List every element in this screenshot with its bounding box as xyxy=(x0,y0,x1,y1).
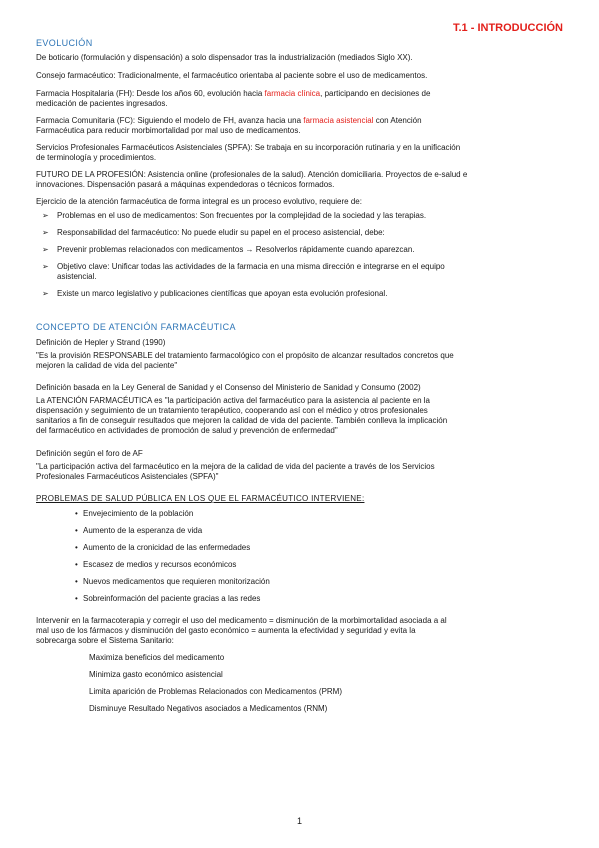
arrow-bullet-icon: ➢ xyxy=(42,262,49,271)
bullet-icon: • xyxy=(75,526,78,535)
list-item: Prevenir problemas relacionados con medicamentos → Resolverlos rápidamente cuando aparezcan. xyxy=(57,245,415,254)
definition-text: "Es la provisión RESPONSABLE del tratamiento farmacológico con el propósito de alcanzar resultados concretos que xyxy=(36,351,454,360)
paragraph: Intervenir en la farmacoterapia y corregir el uso del medicamento = disminución de la morbimortalidad asociada a al xyxy=(36,616,447,625)
definition-text: La ATENCIÓN FARMACÉUTICA es "la participación activa del farmacéutico para la asistencia al paciente en la xyxy=(36,396,430,405)
paragraph-cont: innovaciones. Dispensación pasará a máquinas expendedoras o técnicos formados. xyxy=(36,180,335,189)
paragraph xyxy=(36,89,430,99)
section-heading-evolucion: EVOLUCIÓN xyxy=(36,38,93,48)
goal-item: Maximiza beneficios del medicamento xyxy=(89,653,225,662)
list-item: Nuevos medicamentos que requieren monitorización xyxy=(83,577,270,586)
list-item-cont: asistencial. xyxy=(57,272,97,281)
goal-item: Minimiza gasto económico asistencial xyxy=(89,670,223,679)
list-item: Escasez de medios y recursos económicos xyxy=(83,560,237,569)
highlight-text: farmacia clínica xyxy=(264,89,321,98)
list-item: Aumento de la esperanza de vida xyxy=(83,526,203,535)
bullet-icon: • xyxy=(75,543,78,552)
paragraph: Ejercicio de la atención farmacéutica de forma integral es un proceso evolutivo, requiere de: xyxy=(36,197,362,206)
definition-text: "La participación activa del farmacéutico en la mejora de la calidad de vida del paciente a través de los Servicios xyxy=(36,462,435,471)
arrow-bullet-icon: ➢ xyxy=(42,228,49,237)
list-item: Problemas en el uso de medicamentos: Son frecuentes por la complejidad de la sociedad y las terapias. xyxy=(57,211,427,220)
bullet-icon: • xyxy=(75,509,78,518)
paragraph-cont: sobrecarga sobre el Sistema Sanitario: xyxy=(36,636,174,645)
highlight-text: farmacia asistencial xyxy=(303,116,374,125)
page-header-title: T.1 - INTRODUCCIÓN xyxy=(453,22,563,34)
bullet-icon: • xyxy=(75,594,78,603)
definition-text-cont: mejoren la calidad de vida del paciente" xyxy=(36,361,178,370)
definition-title: Definición basada en la Ley General de Sanidad y el Consenso del Ministerio de Sanidad y Consumo (2002) xyxy=(36,383,421,392)
bullet-icon: • xyxy=(75,560,78,569)
arrow-bullet-icon: ➢ xyxy=(42,289,49,298)
text: Farmacia Hospitalaria (FH): Desde los años 60, evolución hacia xyxy=(36,89,265,98)
paragraph: Servicios Profesionales Farmacéuticos Asistenciales (SPFA): Se trabaja en su incorporación rutinaria y en la unificación xyxy=(36,143,461,152)
paragraph: De boticario (formulación y dispensación) a solo dispensador tras la industrialización (mediados Siglo XX). xyxy=(36,53,413,62)
list-item: Existe un marco legislativo y publicaciones científicas que apoyan esta evolución profesional. xyxy=(57,289,388,298)
list-item: Sobreinformación del paciente gracias a las redes xyxy=(83,594,261,603)
text: Farmacia Comunitaria (FC): Siguiendo el modelo de FH, avanza hacia una xyxy=(36,116,304,125)
arrow-bullet-icon: ➢ xyxy=(42,245,49,254)
definition-text-cont: sanitarios a fin de conseguir resultados que mejoren la calidad de vida del paciente. También conlleva la implicación xyxy=(36,416,448,425)
definition-title: Definición de Hepler y Strand (1990) xyxy=(36,338,166,347)
paragraph-cont: Farmacéutica para reducir morbimortalidad por mal uso de medicamentos. xyxy=(36,126,301,135)
definition-text-cont: Profesionales Farmacéuticos Asistenciales (SPFA)" xyxy=(36,472,219,481)
text: , participando en decisiones de xyxy=(320,89,431,98)
text: con Atención xyxy=(373,116,422,125)
paragraph-cont: de terminología y procedimientos. xyxy=(36,153,157,162)
bullet-icon: • xyxy=(75,577,78,586)
definition-text-cont: del farmacéutico en actividades de promoción de salud y prevención de enfermedad" xyxy=(36,426,338,435)
arrow-bullet-icon: ➢ xyxy=(42,211,49,220)
definition-text-cont: dispensación y seguimiento de un tratamiento terapéutico, cooperando así con el médico y otros profesionales xyxy=(36,406,428,415)
problems-heading: PROBLEMAS DE SALUD PÚBLICA EN LOS QUE EL FARMACÉUTICO INTERVIENE: xyxy=(36,494,365,503)
section-heading-concepto: CONCEPTO DE ATENCIÓN FARMACÉUTICA xyxy=(36,322,236,332)
page-number: 1 xyxy=(296,816,302,826)
paragraph-cont: medicación de pacientes ingresados. xyxy=(36,99,168,108)
goal-item: Disminuye Resultado Negativos asociados a Medicamentos (RNM) xyxy=(89,704,328,713)
list-item: Envejecimiento de la población xyxy=(83,509,194,518)
paragraph: FUTURO DE LA PROFESIÓN: Asistencia online (profesionales de la salud). Atención domiciliaria. Proyectos de e-salud e xyxy=(36,170,468,179)
list-item: Responsabilidad del farmacéutico: No puede eludir su papel en el proceso asistencial, debe: xyxy=(57,228,385,237)
paragraph-cont: mal uso de los fármacos y disminución del gasto económico = aumenta la efectividad y seguridad y evita la xyxy=(36,626,416,635)
list-item: Aumento de la cronicidad de las enfermedades xyxy=(83,543,251,552)
paragraph: Consejo farmacéutico: Tradicionalmente, el farmacéutico orientaba al paciente sobre el uso de medicamentos. xyxy=(36,71,428,80)
definition-title: Definición según el foro de AF xyxy=(36,449,143,458)
goal-item: Limita aparición de Problemas Relacionados con Medicamentos (PRM) xyxy=(89,687,343,696)
list-item: Objetivo clave: Unificar todas las actividades de la farmacia en una misma dirección e integrarse en el equipo xyxy=(57,262,445,271)
paragraph xyxy=(36,116,422,126)
